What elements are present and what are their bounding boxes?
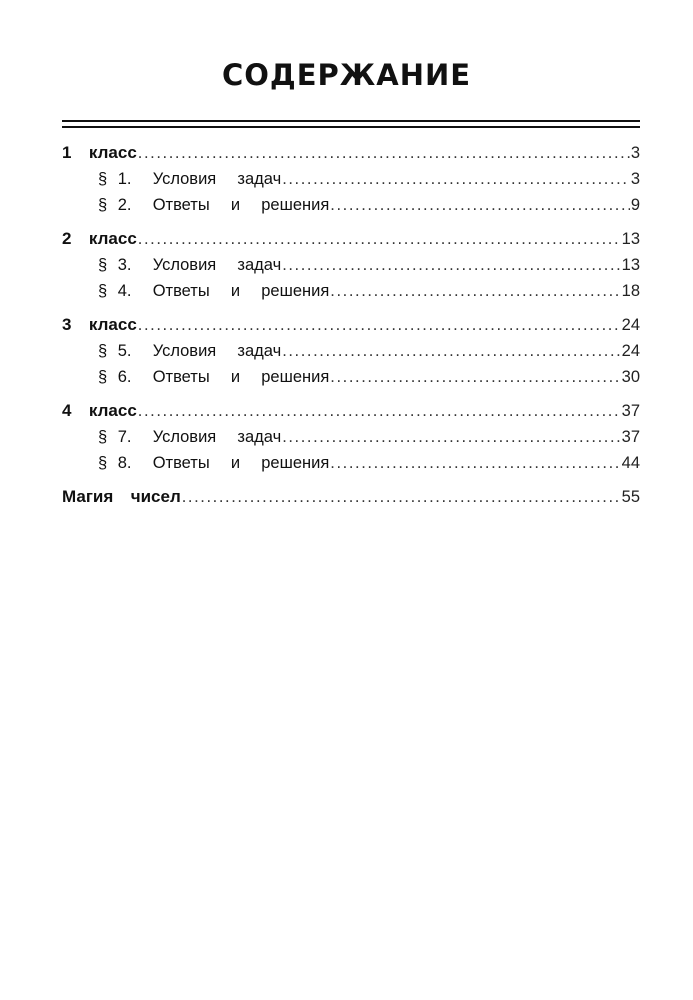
toc-entry-section-8[interactable]: [62, 450, 640, 476]
toc-page-number: 37: [621, 428, 640, 446]
page-title: СОДЕРЖАНИЕ: [221, 58, 472, 92]
toc-entry-label: § 3. Условия задач: [98, 256, 282, 274]
dot-leader: [330, 192, 630, 218]
toc-entry-label: 1 класс: [62, 143, 137, 162]
dot-leader: [138, 398, 621, 424]
toc-page-number: 18: [621, 282, 640, 300]
toc-page-number: 13: [621, 256, 640, 274]
toc-entry-label: § 8. Ответы и решения: [98, 454, 330, 472]
toc-entry-label: § 6. Ответы и решения: [98, 368, 330, 386]
toc-entry-label: § 2. Ответы и решения: [98, 196, 330, 214]
toc-entry-label: § 1. Условия задач: [98, 170, 282, 188]
dot-leader: [282, 252, 620, 278]
dot-leader: [182, 484, 621, 510]
toc-entry-section-7[interactable]: [62, 424, 640, 450]
toc-page-number: 24: [621, 316, 640, 334]
toc-entry-grade-4[interactable]: [62, 398, 640, 424]
toc-entry-label: § 5. Условия задач: [98, 342, 282, 360]
toc-page-number: 44: [621, 454, 640, 472]
toc-entry-label: Магия чисел: [62, 487, 181, 506]
double-rule-divider: [62, 120, 640, 128]
toc-entry-label: § 4. Ответы и решения: [98, 282, 330, 300]
toc-entry-section-3[interactable]: [62, 252, 640, 278]
toc-entry-grade-1[interactable]: [62, 140, 640, 166]
toc-page-number: 3: [630, 144, 640, 162]
toc-entry-magic-numbers[interactable]: [62, 484, 640, 510]
toc-entry-section-1[interactable]: [62, 166, 640, 192]
toc-page-number: 55: [621, 488, 640, 506]
toc-entry-section-6[interactable]: [62, 364, 640, 390]
toc-entry-label: 4 класс: [62, 401, 137, 420]
dot-leader: [330, 450, 620, 476]
table-of-contents: [62, 140, 640, 510]
dot-leader: [138, 312, 621, 338]
toc-page-number: 37: [621, 402, 640, 420]
dot-leader: [138, 140, 630, 166]
toc-entry-label: 2 класс: [62, 229, 137, 248]
toc-entry-grade-3[interactable]: [62, 312, 640, 338]
dot-leader: [330, 278, 620, 304]
dot-leader: [282, 166, 630, 192]
toc-entry-section-5[interactable]: [62, 338, 640, 364]
toc-page-number: 30: [621, 368, 640, 386]
toc-entry-section-4[interactable]: [62, 278, 640, 304]
toc-entry-grade-2[interactable]: [62, 226, 640, 252]
dot-leader: [282, 424, 620, 450]
dot-leader: [138, 226, 621, 252]
toc-page-number: 3: [630, 170, 640, 188]
toc-entry-section-2[interactable]: [62, 192, 640, 218]
toc-entry-label: § 7. Условия задач: [98, 428, 282, 446]
dot-leader: [282, 338, 620, 364]
dot-leader: [330, 364, 620, 390]
toc-entry-label: 3 класс: [62, 315, 137, 334]
toc-page-number: 13: [621, 230, 640, 248]
toc-page-number: 9: [630, 196, 640, 214]
toc-page-number: 24: [621, 342, 640, 360]
